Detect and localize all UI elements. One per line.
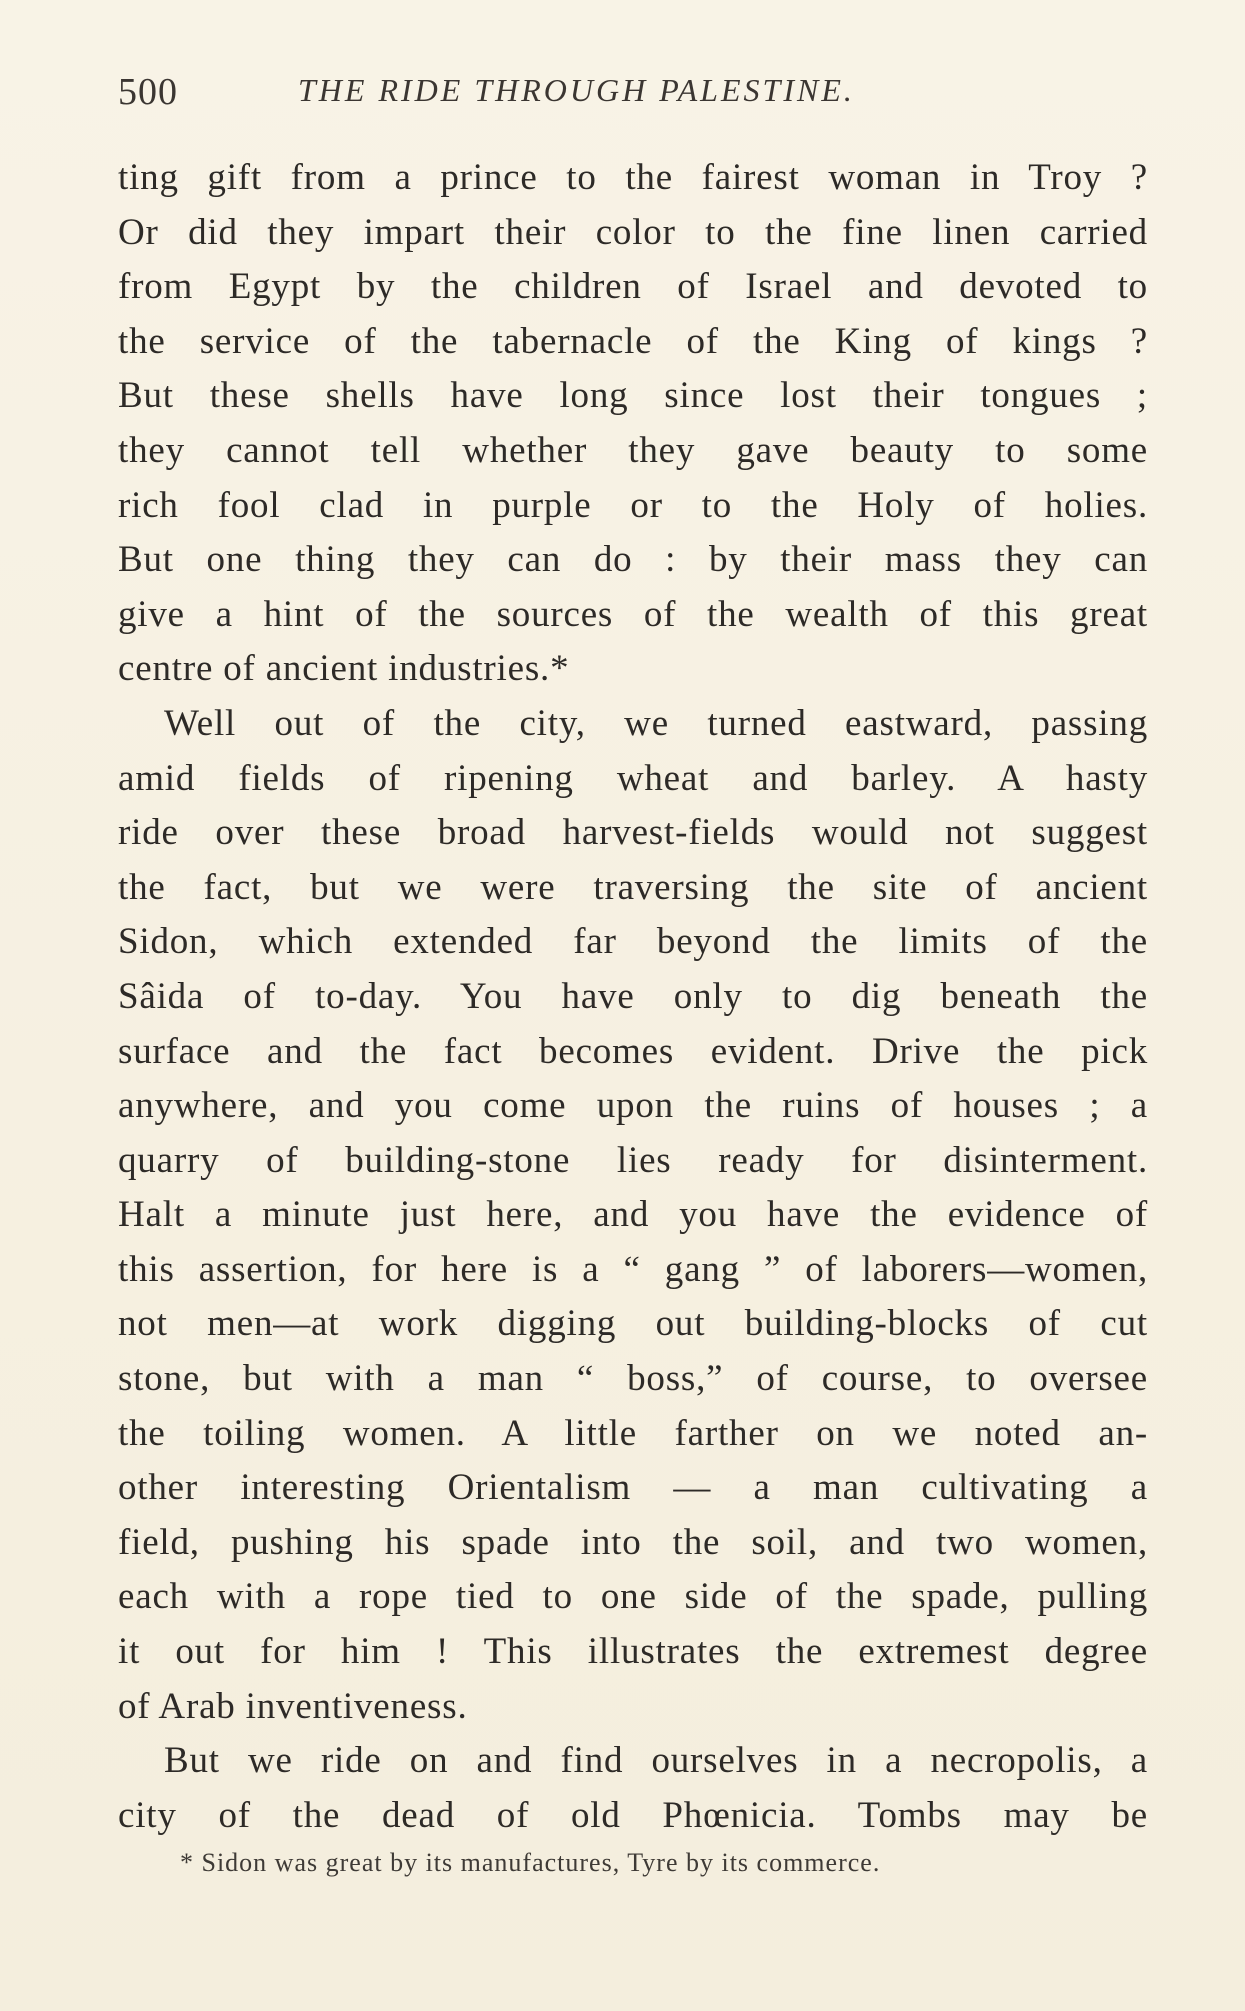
text-line: from Egypt by the children of Israel and devoted to <box>118 266 1148 308</box>
text-line: give a hint of the sources of the wealth of this great <box>118 593 1148 635</box>
text-line: not men—at work digging out building-blocks of cut <box>118 1303 1148 1345</box>
text-line: the fact, but we were traversing the site of ancient <box>118 866 1148 908</box>
text-line: field, pushing his spade into the soil, and two women, <box>118 1521 1148 1563</box>
text-line: Sâida of to-day. You have only to dig beneath the <box>118 975 1148 1017</box>
text-line: city of the dead of old Phœnicia. Tombs may be <box>118 1794 1148 1836</box>
page-number: 500 <box>118 71 178 113</box>
text-line: But these shells have long since lost their tongues ; <box>118 375 1148 417</box>
footnote: * Sidon was great by its manufactures, Tyre by its commerce. <box>180 1848 881 1877</box>
text-line: they cannot tell whether they gave beauty to some <box>118 429 1148 471</box>
text-line: centre of ancient industries.* <box>118 648 570 690</box>
running-head: THE RIDE THROUGH PALESTINE. <box>298 72 855 108</box>
text-line: of Arab inventiveness. <box>118 1685 468 1727</box>
text-line: ting gift from a prince to the fairest woman in Troy ? <box>118 157 1148 198</box>
text-line: stone, but with a man “ boss,” of course, to oversee <box>118 1358 1148 1400</box>
text-line: quarry of building-stone lies ready for disinterment. <box>118 1139 1148 1181</box>
text-line: the toiling women. A little farther on we noted an- <box>118 1412 1148 1454</box>
text-line: But one thing they can do : by their mass they can <box>118 539 1148 581</box>
text-line: it out for him ! This illustrates the extremest degree <box>118 1631 1148 1673</box>
text-line: surface and the fact becomes evident. Drive the pick <box>118 1030 1148 1072</box>
body-text <box>118 151 1148 1843</box>
text-line: other interesting Orientalism — a man cultivating a <box>118 1467 1148 1509</box>
text-line: each with a rope tied to one side of the spade, pulling <box>118 1576 1148 1618</box>
text-line: Or did they impart their color to the fine linen carried <box>118 211 1148 253</box>
text-line: anywhere, and you come upon the ruins of houses ; a <box>118 1085 1148 1127</box>
text-line: amid fields of ripening wheat and barley. A hasty <box>118 757 1148 799</box>
text-line: Well out of the city, we turned eastward, passing <box>164 702 1148 744</box>
text-line: Sidon, which extended far beyond the limits of the <box>118 921 1148 963</box>
text-line: rich fool clad in purple or to the Holy of holies. <box>118 484 1148 526</box>
text-line: the service of the tabernacle of the King of kings ? <box>118 320 1148 362</box>
text-line: this assertion, for here is a “ gang ” of laborers—women, <box>118 1248 1148 1290</box>
page-header <box>118 70 1148 120</box>
text-line: ride over these broad harvest-fields would not suggest <box>118 812 1148 854</box>
text-line: Halt a minute just here, and you have the evidence of <box>118 1194 1148 1236</box>
text-line: But we ride on and find ourselves in a necropolis, a <box>164 1740 1148 1782</box>
